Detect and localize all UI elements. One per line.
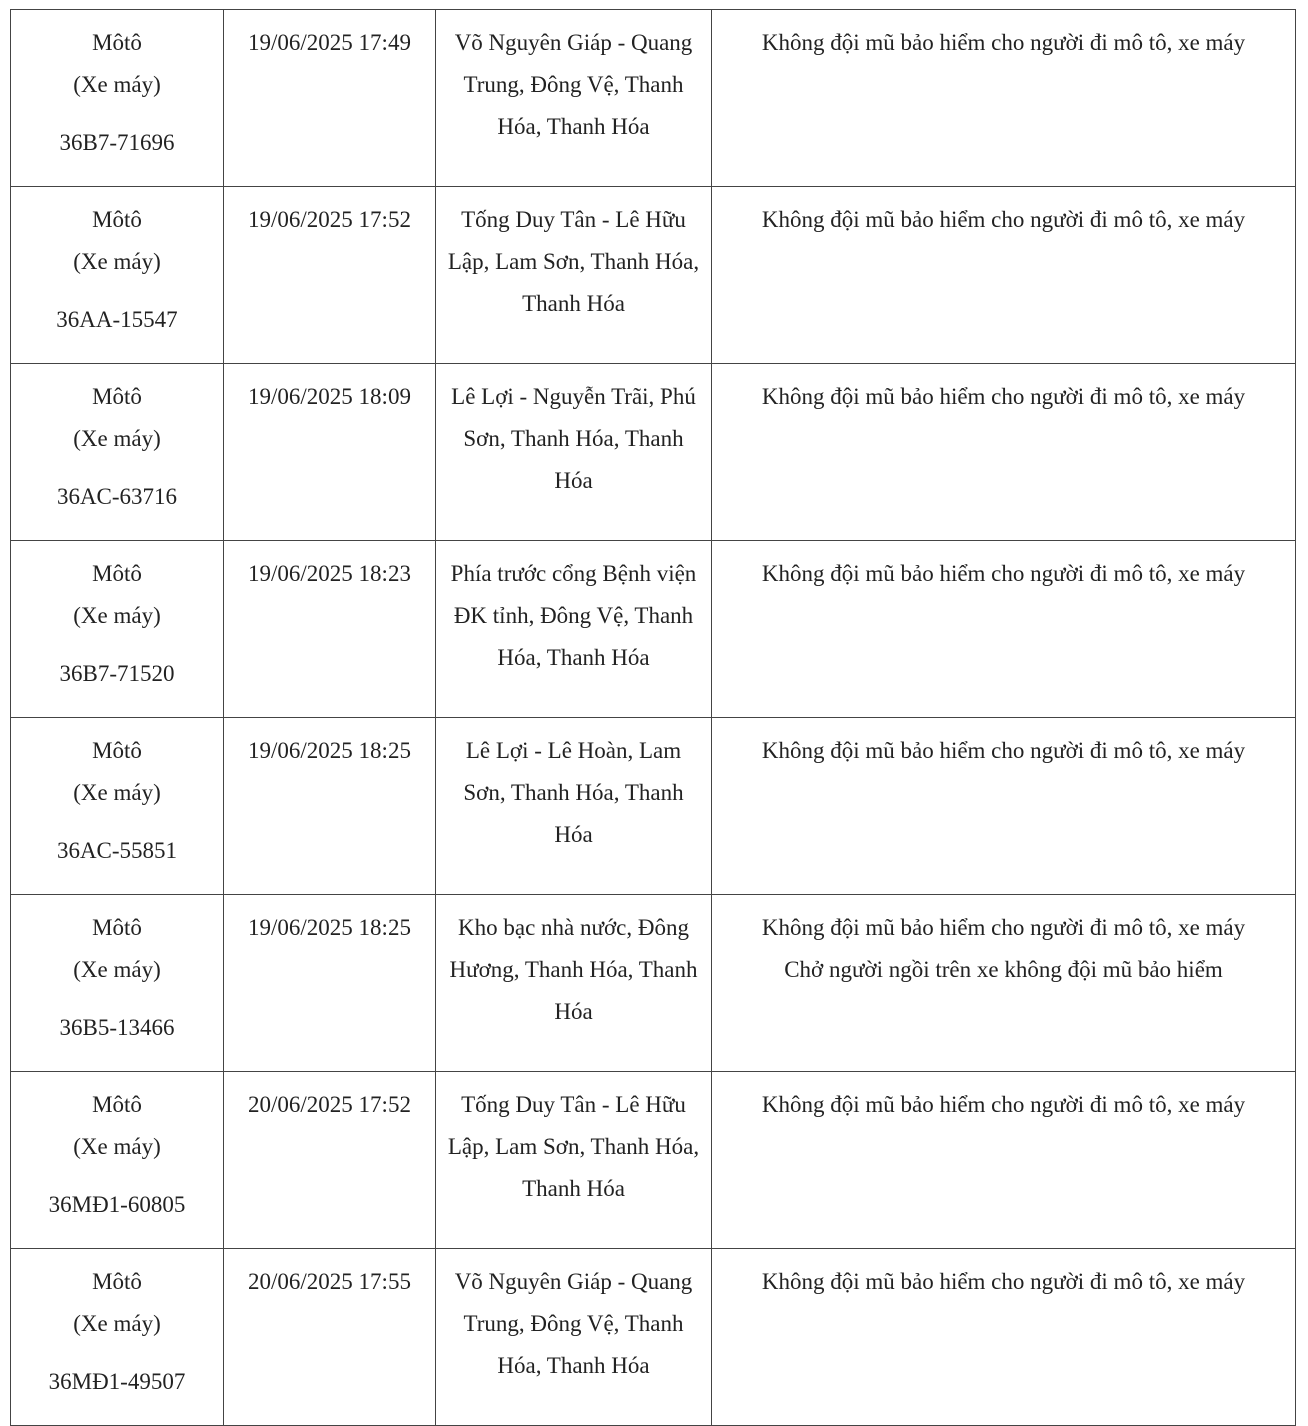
table-row — [11, 718, 1296, 895]
violation-description: Không đội mũ bảo hiểm cho người đi mô tô, xe máy — [761, 1269, 1246, 1294]
vehicle-type: Môtô — [92, 561, 142, 586]
violation-cell — [712, 1249, 1296, 1426]
table-row — [11, 541, 1296, 718]
vehicle-kind: (Xe máy) — [73, 1311, 161, 1336]
violation-time: 19/06/2025 18:23 — [248, 561, 411, 586]
vehicle-type: Môtô — [92, 207, 142, 232]
table-row — [11, 364, 1296, 541]
violation-description: Chở người ngồi trên xe không đội mũ bảo hiểm — [784, 957, 1223, 982]
license-plate: 36B5-13466 — [59, 1015, 175, 1040]
vehicle-type: Môtô — [92, 915, 142, 940]
vehicle-cell — [11, 10, 224, 187]
vehicle-kind: (Xe máy) — [73, 72, 161, 97]
violations-table — [10, 9, 1296, 1426]
location-cell — [436, 718, 712, 895]
violation-description: Không đội mũ bảo hiểm cho người đi mô tô, xe máy — [761, 738, 1246, 763]
violations-table-container — [10, 9, 1295, 1426]
vehicle-kind: (Xe máy) — [73, 426, 161, 451]
violation-description: Không đội mũ bảo hiểm cho người đi mô tô, xe máy — [761, 30, 1246, 55]
time-cell — [224, 1072, 436, 1249]
violation-location: Phía trước cổng Bệnh viện ĐK tỉnh, Đông Vệ, Thanh Hóa, Thanh Hóa — [450, 561, 697, 670]
vehicle-type: Môtô — [92, 384, 142, 409]
violation-location: Tống Duy Tân - Lê Hữu Lập, Lam Sơn, Thanh Hóa, Thanh Hóa — [447, 207, 700, 316]
location-cell — [436, 364, 712, 541]
violation-cell — [712, 187, 1296, 364]
vehicle-cell — [11, 187, 224, 364]
location-cell — [436, 895, 712, 1072]
violation-location: Tống Duy Tân - Lê Hữu Lập, Lam Sơn, Thanh Hóa, Thanh Hóa — [447, 1092, 700, 1201]
vehicle-cell — [11, 1249, 224, 1426]
vehicle-cell — [11, 541, 224, 718]
vehicle-kind: (Xe máy) — [73, 780, 161, 805]
license-plate: 36AA-15547 — [56, 307, 178, 332]
vehicle-type: Môtô — [92, 1269, 142, 1294]
time-cell — [224, 541, 436, 718]
violations-table-body — [11, 10, 1296, 1426]
violation-time: 19/06/2025 17:49 — [248, 30, 411, 55]
location-cell — [436, 10, 712, 187]
table-row — [11, 187, 1296, 364]
vehicle-kind: (Xe máy) — [73, 957, 161, 982]
violation-location: Lê Lợi - Lê Hoàn, Lam Sơn, Thanh Hóa, Thanh Hóa — [463, 738, 684, 847]
table-row — [11, 10, 1296, 187]
vehicle-cell — [11, 895, 224, 1072]
violation-description: Không đội mũ bảo hiểm cho người đi mô tô, xe máy — [761, 1092, 1246, 1117]
license-plate: 36MĐ1-60805 — [48, 1192, 186, 1217]
violation-time: 20/06/2025 17:52 — [248, 1092, 411, 1117]
violation-cell — [712, 895, 1296, 1072]
violation-time: 19/06/2025 18:25 — [248, 738, 411, 763]
violation-time: 19/06/2025 18:25 — [248, 915, 411, 940]
location-cell — [436, 1249, 712, 1426]
violation-location: Võ Nguyên Giáp - Quang Trung, Đông Vệ, Thanh Hóa, Thanh Hóa — [454, 30, 693, 139]
violation-time: 19/06/2025 18:09 — [248, 384, 411, 409]
time-cell — [224, 187, 436, 364]
violation-cell — [712, 1072, 1296, 1249]
vehicle-cell — [11, 364, 224, 541]
violation-cell — [712, 364, 1296, 541]
time-cell — [224, 895, 436, 1072]
violation-cell — [712, 718, 1296, 895]
violation-description: Không đội mũ bảo hiểm cho người đi mô tô, xe máy — [761, 561, 1246, 586]
time-cell — [224, 718, 436, 895]
violation-description: Không đội mũ bảo hiểm cho người đi mô tô, xe máy — [761, 915, 1246, 940]
vehicle-kind: (Xe máy) — [73, 1134, 161, 1159]
vehicle-cell — [11, 1072, 224, 1249]
table-row — [11, 1249, 1296, 1426]
vehicle-type: Môtô — [92, 30, 142, 55]
violation-location: Kho bạc nhà nước, Đông Hương, Thanh Hóa, Thanh Hóa — [449, 915, 698, 1024]
license-plate: 36MĐ1-49507 — [48, 1369, 186, 1394]
violation-location: Võ Nguyên Giáp - Quang Trung, Đông Vệ, Thanh Hóa, Thanh Hóa — [454, 1269, 693, 1378]
violation-cell — [712, 541, 1296, 718]
vehicle-type: Môtô — [92, 738, 142, 763]
violation-time: 20/06/2025 17:55 — [248, 1269, 411, 1294]
vehicle-kind: (Xe máy) — [73, 249, 161, 274]
violation-time: 19/06/2025 17:52 — [248, 207, 411, 232]
license-plate: 36B7-71520 — [59, 661, 175, 686]
time-cell — [224, 1249, 436, 1426]
time-cell — [224, 364, 436, 541]
location-cell — [436, 1072, 712, 1249]
table-row — [11, 1072, 1296, 1249]
location-cell — [436, 187, 712, 364]
license-plate: 36B7-71696 — [59, 130, 175, 155]
vehicle-kind: (Xe máy) — [73, 603, 161, 628]
table-row — [11, 895, 1296, 1072]
violation-description: Không đội mũ bảo hiểm cho người đi mô tô, xe máy — [761, 384, 1246, 409]
vehicle-type: Môtô — [92, 1092, 142, 1117]
vehicle-cell — [11, 718, 224, 895]
location-cell — [436, 541, 712, 718]
license-plate: 36AC-63716 — [56, 484, 178, 509]
violation-location: Lê Lợi - Nguyễn Trãi, Phú Sơn, Thanh Hóa, Thanh Hóa — [451, 384, 696, 493]
violation-description: Không đội mũ bảo hiểm cho người đi mô tô, xe máy — [761, 207, 1246, 232]
license-plate: 36AC-55851 — [56, 838, 178, 863]
violation-cell — [712, 10, 1296, 187]
time-cell — [224, 10, 436, 187]
